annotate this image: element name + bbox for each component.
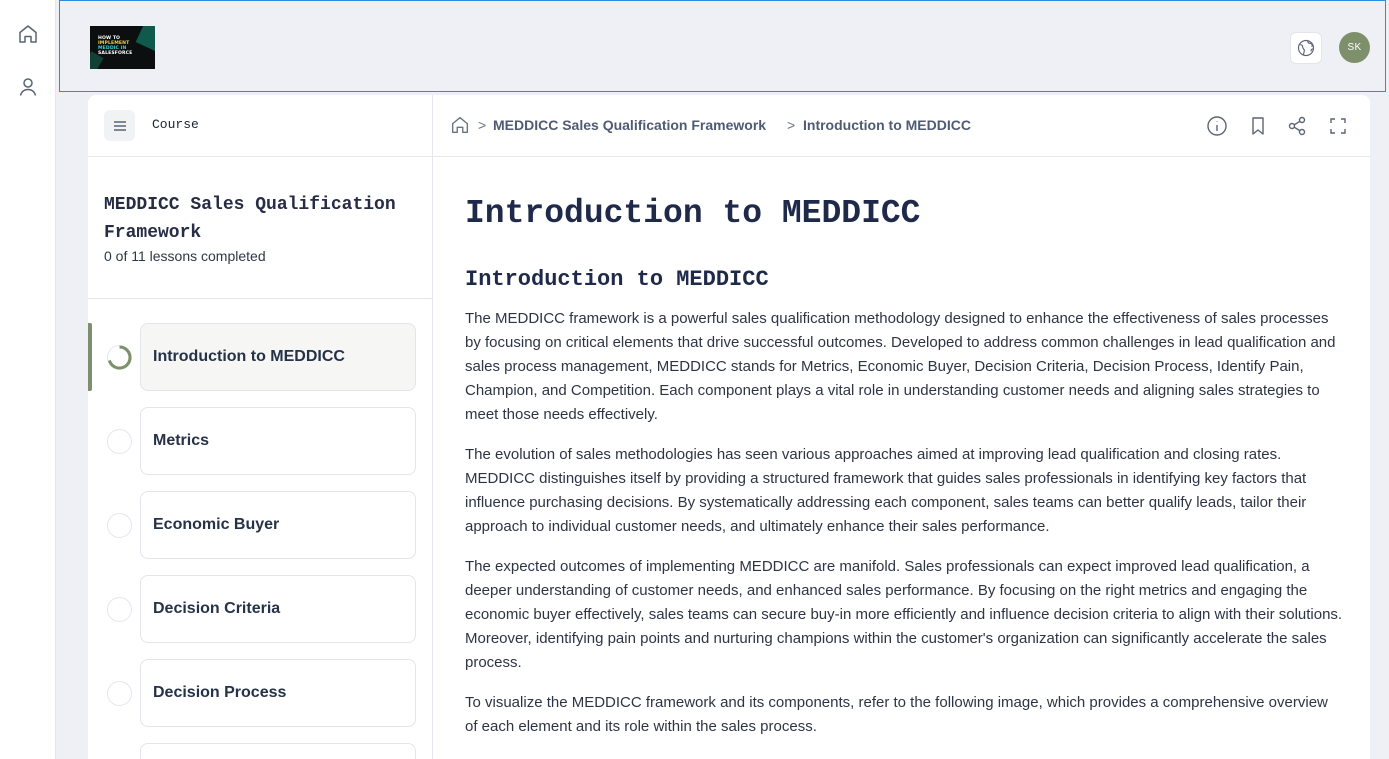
- lesson-status-ring: [107, 681, 132, 706]
- lesson-item-next[interactable]: [140, 743, 416, 759]
- lesson-item-economic-buyer[interactable]: [140, 491, 416, 559]
- course-label: Course: [152, 117, 199, 132]
- sidebar-header: [88, 95, 433, 157]
- course-card: [88, 95, 1370, 759]
- top-bar: [59, 0, 1386, 92]
- article-paragraph: The evolution of sales methodologies has seen various approaches aimed at improving lead qualification and closing rates. MEDDICC distinguishes itself by providing a structured framework that guides sales professionals in identifying key factors that influence purchasing decisions. By systematically addressing each component, sales teams can better qualify leads, tailor their approach to individual customer needs, and ultimately enhance their sales performance.: [465, 446, 1307, 535]
- logo-line-4: SALESFORCE: [98, 51, 133, 56]
- course-title: MEDDICC Sales Qualification Framework: [104, 195, 396, 243]
- course-progress-text: 0 of 11 lessons completed: [104, 248, 266, 264]
- info-icon[interactable]: [1205, 114, 1229, 138]
- lesson-status-ring: [107, 429, 132, 454]
- logo-line-2: IMPLEMENT: [98, 41, 130, 46]
- lesson-label: Introduction to MEDDICC: [153, 348, 345, 365]
- course-sidebar: [88, 95, 433, 759]
- logo-line-3: MEDDIC IN: [98, 46, 127, 51]
- breadcrumb-course[interactable]: MEDDICC Sales Qualification Framework: [493, 117, 767, 133]
- lesson-label: Decision Process: [153, 684, 287, 701]
- hamburger-icon: [111, 117, 129, 135]
- home-icon[interactable]: [449, 114, 471, 136]
- breadcrumb-separator: >: [478, 117, 487, 133]
- avatar[interactable]: SK: [1339, 32, 1370, 63]
- lesson-item-introduction[interactable]: [140, 323, 416, 391]
- lesson-label: Metrics: [153, 432, 210, 449]
- breadcrumb-separator: >: [787, 117, 796, 133]
- lesson-progress-arc: [109, 347, 130, 368]
- globe-icon: [1296, 38, 1316, 58]
- breadcrumb-lesson[interactable]: Introduction to MEDDICC: [803, 117, 971, 133]
- lesson-list: [88, 299, 433, 759]
- lesson-item-metrics[interactable]: [140, 407, 416, 475]
- lesson-item-decision-criteria[interactable]: [140, 575, 416, 643]
- language-button[interactable]: [1290, 32, 1322, 64]
- user-icon[interactable]: [16, 75, 40, 99]
- lesson-status-ring: [107, 597, 132, 622]
- share-icon[interactable]: [1285, 114, 1309, 138]
- article-paragraph: The MEDDICC framework is a powerful sales qualification methodology designed to enhance the effectiveness of sales processes by focusing on critical elements that drive successful outcomes. Developed to address common challenges in lead qualification and sales process management, MEDDICC stands for Metrics, Economic Buyer, Decision Criteria, Decision Process, Identify Pain, Champion, and Competition. Each component plays a vital role in understanding customer needs and aligning sales strategies to meet those needs effectively.: [465, 310, 1336, 423]
- left-rail: [0, 0, 56, 759]
- menu-button[interactable]: [104, 110, 135, 141]
- lesson-item-decision-process[interactable]: [140, 659, 416, 727]
- section-heading: Introduction to MEDDICC: [465, 267, 769, 292]
- lesson-status-ring: [107, 513, 132, 538]
- course-logo[interactable]: [90, 26, 155, 69]
- bookmark-icon[interactable]: [1246, 114, 1270, 138]
- lesson-label: Economic Buyer: [153, 516, 280, 533]
- fullscreen-icon[interactable]: [1326, 114, 1350, 138]
- home-icon[interactable]: [16, 22, 40, 46]
- breadcrumb: [433, 95, 1370, 157]
- article-paragraph: To visualize the MEDDICC framework and its components, refer to the following image, which provides a comprehensive overview of each element and its role within the sales process.: [465, 694, 1328, 735]
- lesson-title: Introduction to MEDDICC: [465, 195, 921, 232]
- course-info: [88, 157, 433, 299]
- active-lesson-indicator: [88, 323, 92, 391]
- lesson-label: Decision Criteria: [153, 600, 281, 617]
- article-paragraph: The expected outcomes of implementing MEDDICC are manifold. Sales professionals can expect improved lead qualification, a deeper understanding of customer needs, and enhanced sales performance. By focusing on the right metrics and engaging the economic buyer effectively, sales teams can secure buy-in more efficiently and influence decision criteria to align with their solutions. Moreover, identifying pain points and nurturing champions within the customer's organization can significantly accelerate the sales process.: [465, 558, 1343, 671]
- logo-line-1: HOW TO: [98, 36, 121, 41]
- lesson-content: [433, 95, 1370, 759]
- lesson-progress-ring: [107, 345, 132, 370]
